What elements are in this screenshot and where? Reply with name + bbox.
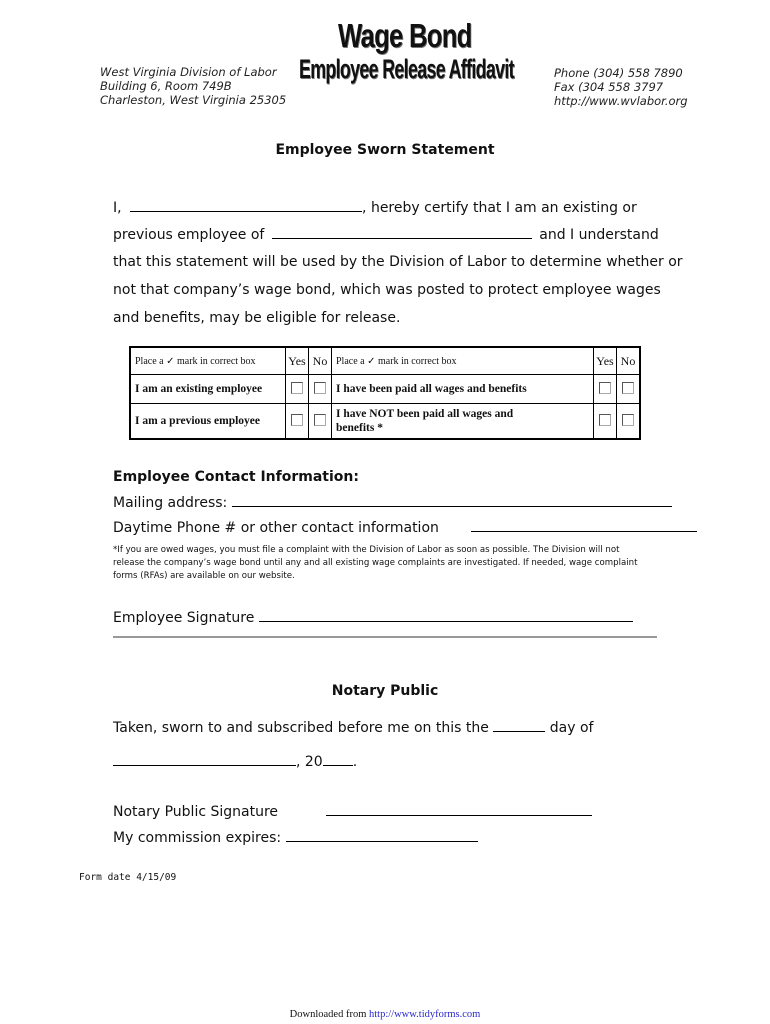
previous-employee-label: I am a previous employee: [130, 404, 286, 440]
commission-label: My commission expires:: [113, 830, 282, 846]
note-line: release the company’s wage bond until any and all existing wage complaints are investigated. If needed, wage complaint: [113, 558, 638, 568]
phone-field[interactable]: [471, 519, 697, 532]
employee-name-field[interactable]: [130, 199, 362, 212]
notary-signature-label: Notary Public Signature: [113, 804, 279, 820]
statement-line-4: not that company’s wage bond, which was posted to protect employee wages: [113, 282, 661, 298]
not-paid-yes-checkbox[interactable]: [599, 414, 611, 426]
not-paid-label: [332, 404, 594, 440]
complaint-note: [113, 544, 637, 583]
paid-no-cell: [617, 375, 641, 404]
yes-header: Yes: [594, 347, 617, 375]
statement-text: I,: [113, 200, 122, 216]
address-line: Charleston, West Virginia 25305: [100, 93, 287, 107]
fax-line: Fax (304 558 3797: [554, 80, 664, 94]
commission-expiry-field[interactable]: [286, 829, 478, 842]
phone-label: Daytime Phone # or other contact information: [113, 520, 439, 536]
sworn-row: [113, 719, 593, 736]
paid-all-label: I have been paid all wages and benefits: [332, 375, 594, 404]
statement-line-1: [113, 199, 637, 216]
not-paid-text: benefits *: [336, 422, 383, 434]
notary-signature-field[interactable]: [326, 803, 592, 816]
paid-yes-cell: [594, 375, 617, 404]
not-paid-yes-cell: [594, 404, 617, 440]
section-divider: [113, 636, 657, 638]
footer-text: Downloaded from: [289, 1009, 367, 1020]
paid-no-checkbox[interactable]: [622, 382, 634, 394]
employee-signature-row: [113, 609, 633, 626]
day-field[interactable]: [493, 719, 545, 732]
no-header: No: [309, 347, 332, 375]
existing-yes-checkbox[interactable]: [291, 382, 303, 394]
table-row: [130, 404, 640, 440]
year-suffix: .: [352, 754, 358, 770]
table-header-row: [130, 347, 640, 375]
statement-text: and I understand: [539, 227, 659, 243]
not-paid-no-checkbox[interactable]: [622, 414, 634, 426]
existing-no-checkbox[interactable]: [314, 382, 326, 394]
note-line: *If you are owed wages, you must file a complaint with the Division of Labor as soon as possible. The Division will not: [113, 545, 620, 555]
statement-line-3: that this statement will be used by the Division of Labor to determine whether or: [113, 254, 683, 270]
commission-row: [113, 829, 478, 846]
note-line: forms (RFAs) are available on our website.: [113, 571, 295, 581]
month-field[interactable]: [113, 753, 296, 766]
agency-contact: [554, 66, 688, 108]
contact-heading: Employee Contact Information:: [113, 469, 359, 485]
date-row: [113, 753, 357, 770]
statement-text: previous employee of: [113, 227, 265, 243]
existing-yes-cell: [286, 375, 309, 404]
status-checkbox-table: [129, 346, 641, 440]
no-header: No: [617, 347, 641, 375]
footer-link[interactable]: http://www.tidyforms.com: [369, 1009, 481, 1020]
previous-yes-checkbox[interactable]: [291, 414, 303, 426]
statement-line-2: [113, 226, 659, 243]
form-subtitle: Employee Release Affidavit: [299, 54, 514, 84]
notary-signature-row: [113, 803, 592, 820]
not-paid-text: I have NOT been paid all wages and: [336, 408, 514, 420]
notary-heading: Notary Public: [331, 683, 439, 699]
instruction-cell: Place a ✓ mark in correct box: [332, 347, 594, 375]
website-line: http://www.wvlabor.org: [554, 94, 688, 108]
yes-header: Yes: [286, 347, 309, 375]
mailing-address-field[interactable]: [232, 494, 672, 507]
agency-address: [100, 65, 286, 107]
not-paid-no-cell: [617, 404, 641, 440]
sworn-text: day of: [549, 720, 594, 736]
existing-employee-label: I am an existing employee: [130, 375, 286, 404]
sworn-text: Taken, sworn to and subscribed before me on this the: [113, 720, 489, 736]
previous-no-checkbox[interactable]: [314, 414, 326, 426]
previous-no-cell: [309, 404, 332, 440]
paid-yes-checkbox[interactable]: [599, 382, 611, 394]
statement-line-5: and benefits, may be eligible for release.: [113, 310, 401, 326]
address-line: Building 6, Room 749B: [100, 79, 232, 93]
year-field[interactable]: [323, 753, 353, 766]
phone-line: Phone (304) 558 7890: [554, 66, 683, 80]
existing-no-cell: [309, 375, 332, 404]
mailing-address-row: [113, 494, 672, 511]
previous-yes-cell: [286, 404, 309, 440]
form-title: Wage Bond: [338, 17, 472, 54]
mailing-label: Mailing address:: [113, 495, 228, 511]
download-footer: [0, 1009, 770, 1020]
form-date: Form date 4/15/09: [79, 872, 177, 883]
address-line: West Virginia Division of Labor: [100, 65, 277, 79]
statement-heading: Employee Sworn Statement: [275, 142, 495, 158]
year-prefix: , 20: [296, 754, 323, 770]
employee-signature-field[interactable]: [259, 609, 633, 622]
phone-row: [113, 519, 697, 536]
table-row: [130, 375, 640, 404]
statement-text: , hereby certify that I am an existing or: [362, 200, 637, 216]
employer-name-field[interactable]: [272, 226, 532, 239]
employee-signature-label: Employee Signature: [113, 610, 255, 626]
instruction-cell: Place a ✓ mark in correct box: [130, 347, 286, 375]
